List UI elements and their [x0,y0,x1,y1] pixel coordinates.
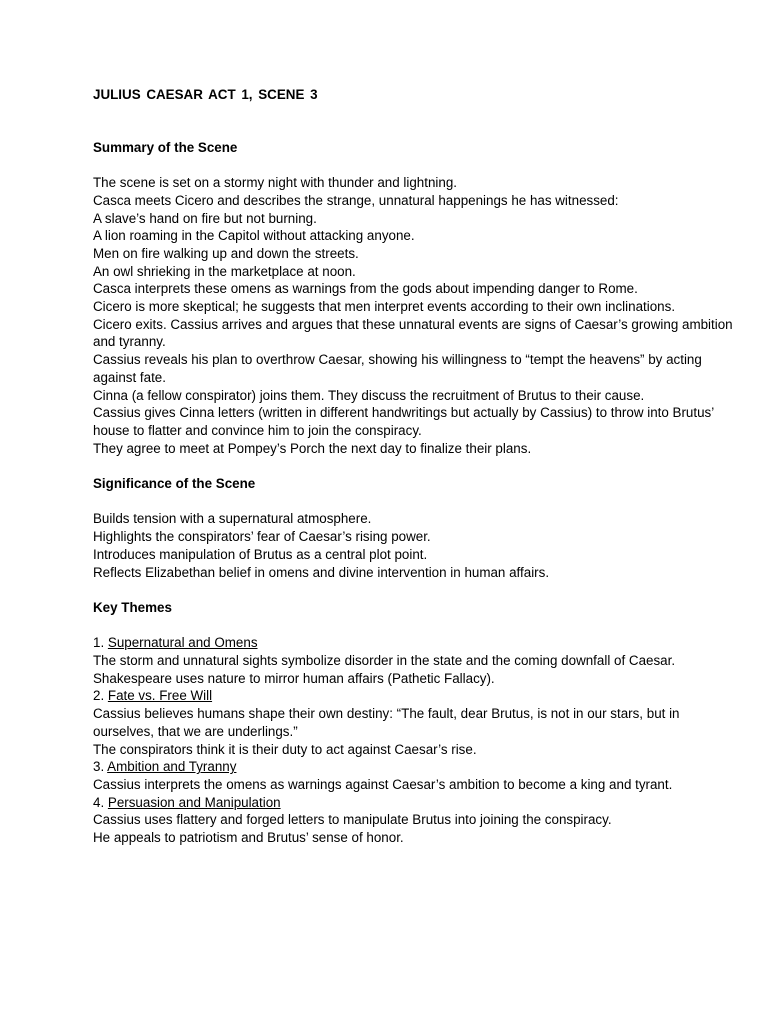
theme-title-row [93,758,733,776]
document-page [93,86,733,847]
summary-line: An owl shrieking in the marketplace at noon. [93,263,356,279]
significance-heading: Significance of the Scene [93,476,256,492]
spacer [93,156,733,174]
theme-title: Ambition and Tyranny [107,759,237,775]
theme-title-row [93,687,733,705]
spacer [93,493,733,511]
theme-number: 3. [93,759,108,775]
spacer [93,457,733,475]
theme-line: Shakespeare uses nature to mirror human affairs (Pathetic Fallacy). [93,670,495,686]
summary-line: A slave’s hand on fire but not burning. [93,210,317,226]
theme-line: The storm and unnatural sights symbolize disorder in the state and the coming downfall of Caesar. [93,653,676,669]
spacer [93,617,733,635]
theme-title: Supernatural and Omens [107,635,258,651]
theme-number: 1. [93,635,108,651]
summary-line: Cassius reveals his plan to overthrow Caesar, showing his willingness to “tempt the heavens” by acting against fate. [93,352,702,385]
theme-number: 2. [93,688,108,704]
theme-line: The conspirators think it is their duty to act against Caesar’s rise. [93,741,477,757]
summary-line: Cassius gives Cinna letters (written in different handwritings but actually by Cassius) to throw into Brutus’ house to flatter and convince him to join the conspiracy. [93,405,714,438]
theme-number: 4. [93,794,108,810]
spacer [93,104,733,139]
summary-line: A lion roaming in the Capitol without attacking anyone. [93,228,415,244]
summary-heading: Summary of the Scene [93,139,238,155]
summary-line: Cicero is more skeptical; he suggests that men interpret events according to their own inclinations. [93,299,676,315]
theme-line: Cassius interprets the omens as warnings against Caesar’s ambition to become a king and tyrant. [93,776,673,792]
summary-line: Men on fire walking up and down the streets. [93,245,359,261]
theme-line: He appeals to patriotism and Brutus’ sense of honor. [93,830,404,846]
significance-line: Introduces manipulation of Brutus as a central plot point. [93,546,428,562]
significance-line: Reflects Elizabethan belief in omens and divine intervention in human affairs. [93,564,550,580]
theme-title-row [93,794,733,812]
theme-title: Persuasion and Manipulation [107,794,281,810]
spacer [93,581,733,599]
summary-line: They agree to meet at Pompey’s Porch the next day to finalize their plans. [93,440,532,456]
themes-heading: Key Themes [93,599,172,615]
significance-line: Highlights the conspirators’ fear of Caesar’s rising power. [93,529,431,545]
significance-line: Builds tension with a supernatural atmosphere. [93,511,372,527]
summary-line: Casca meets Cicero and describes the strange, unnatural happenings he has witnessed: [93,192,619,208]
theme-title-row [93,634,733,652]
theme-title: Fate vs. Free Will [107,688,213,704]
summary-line: Cicero exits. Cassius arrives and argues that these unnatural events are signs of Caesar’s growing ambition and tyranny. [93,316,733,350]
theme-line: Cassius believes humans shape their own destiny: “The fault, dear Brutus, is not in our stars, but in ourselves, that we are underlings.” [93,706,680,739]
theme-line: Cassius uses flattery and forged letters to manipulate Brutus into joining the conspiracy. [93,812,612,828]
summary-line: The scene is set on a stormy night with thunder and lightning. [93,175,457,191]
summary-line: Cinna (a fellow conspirator) joins them. They discuss the recruitment of Brutus to their cause. [93,387,645,403]
summary-line: Casca interprets these omens as warnings from the gods about impending danger to Rome. [93,281,638,297]
document-title: JULIUS CAESAR ACT 1, SCENE 3 [93,87,318,102]
